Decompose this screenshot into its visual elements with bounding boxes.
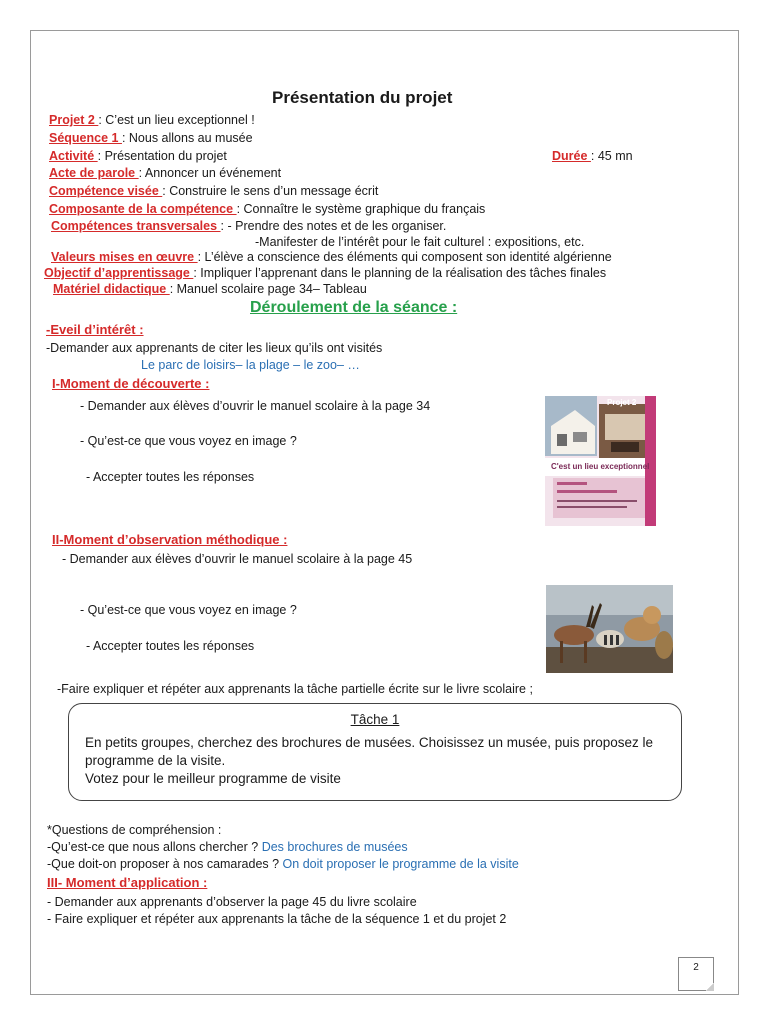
question-1: -Qu’est-ce que nous allons chercher ? Des brochures de musées [47, 840, 408, 854]
field-materiel: Matériel didactique : Manuel scolaire page 34– Tableau [53, 282, 367, 296]
field-sequence: Séquence 1 : Nous allons au musée [49, 131, 253, 145]
field-valeurs: Valeurs mises en œuvre : L’élève a conscience des éléments qui composent son identité algérienne [51, 250, 612, 264]
decouverte-heading: I-Moment de découverte : [52, 376, 210, 391]
project-cover-image [545, 396, 656, 526]
field-composante: Composante de la compétence : Connaître le système graphique du français [49, 202, 486, 216]
field-objectif: Objectif d’apprentissage : Impliquer l’apprenant dans le planning de la réalisation des tâches finales [44, 266, 607, 280]
eveil-line: -Demander aux apprenants de citer les lieux qu’ils ont visités [46, 341, 383, 355]
observation-line-4: -Faire expliquer et répéter aux apprenants la tâche partielle écrite sur le livre scolaire ; [57, 682, 533, 696]
task-text [85, 734, 670, 788]
field-competences-transversales: Compétences transversales : - Prendre des notes et de les organiser. [51, 219, 447, 233]
field-activite: Activité : Présentation du projet [49, 149, 227, 163]
field-competence-visee: Compétence visée : Construire le sens d’un message écrit [49, 184, 379, 198]
field-duree: Durée : 45 mn [552, 149, 633, 163]
observation-heading: II-Moment d’observation méthodique : [52, 532, 288, 547]
project-cover-caption: C'est un lieu exceptionnel [551, 462, 650, 471]
questions-heading: *Questions de compréhension : [47, 823, 222, 837]
deroulement-title: Déroulement de la séance : [250, 299, 458, 316]
decouverte-line-3: - Accepter toutes les réponses [86, 470, 255, 484]
application-heading: III- Moment d’application : [47, 875, 208, 890]
answer-1: Des brochures de musées [261, 840, 408, 854]
field-competences-transversales-2: -Manifester de l’intérêt pour le fait culturel : expositions, etc. [255, 235, 585, 249]
field-projet: Projet 2 : C’est un lieu exceptionnel ! [49, 113, 255, 127]
museum-animals-illustration [546, 585, 673, 673]
decouverte-line-2: - Qu’est-ce que vous voyez en image ? [80, 434, 297, 448]
observation-line-1: - Demander aux élèves d’ouvrir le manuel scolaire à la page 45 [62, 552, 413, 566]
answer-2: On doit proposer le programme de la visite [282, 857, 519, 871]
eveil-answer: Le parc de loisirs– la plage – le zoo– … [141, 358, 360, 372]
eveil-heading: -Eveil d’intérêt : [46, 322, 144, 337]
question-2: -Que doit-on proposer à nos camarades ? On doit proposer le programme de la visite [47, 857, 519, 871]
task-heading: Tâche 1 [350, 712, 400, 727]
task-text-main: En petits groupes, cherchez des brochures de musées. Choisissez un musée, puis proposez le programme de la visite. [85, 735, 654, 768]
decouverte-line-1: - Demander aux élèves d’ouvrir le manuel scolaire à la page 34 [80, 399, 431, 413]
observation-line-3: - Accepter toutes les réponses [86, 639, 255, 653]
application-line-1: - Demander aux apprenants d’observer la page 45 du livre scolaire [47, 895, 417, 909]
field-acte-de-parole: Acte de parole : Annoncer un événement [49, 166, 282, 180]
application-line-2: - Faire expliquer et répéter aux apprenants la tâche de la séquence 1 et du projet 2 [47, 912, 507, 926]
page-title: Présentation du projet [272, 88, 453, 107]
task-box [68, 703, 682, 801]
project-cover-illustration [545, 396, 656, 526]
task-text-vote: Votez pour le meilleur programme de visite [85, 771, 341, 786]
project-cover-label: Projet 2 [607, 398, 637, 407]
observation-line-2: - Qu’est-ce que vous voyez en image ? [80, 603, 297, 617]
museum-animals-image [546, 585, 673, 673]
page-number: 2 [678, 957, 714, 991]
